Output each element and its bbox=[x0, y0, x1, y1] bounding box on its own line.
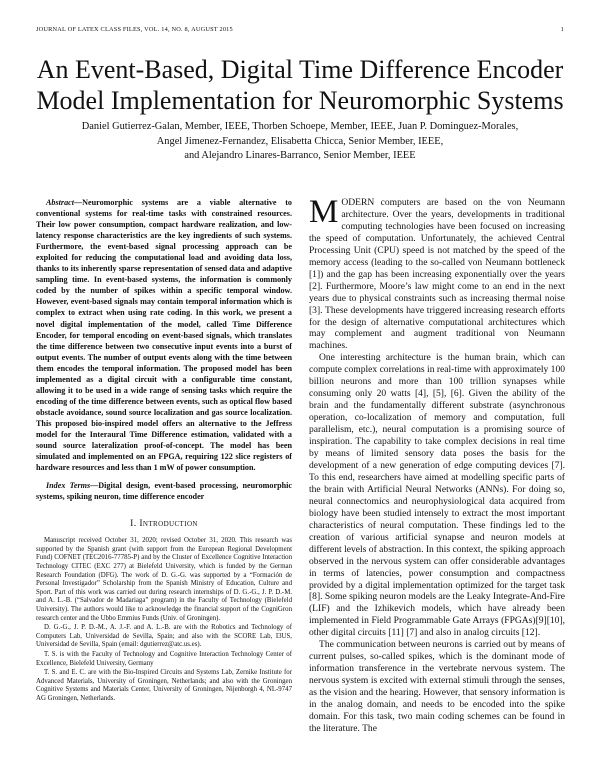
footnote: T. S. is with the Faculty of Technology and Cognitive Interaction Technology Center of Excellence, Bielefeld University, Germany bbox=[36, 650, 292, 667]
intro-paragraph-1 bbox=[309, 194, 565, 352]
paper-title: An Event-Based, Digital Time Difference Encoder Model Implementation for Neuromorphic Systems bbox=[36, 55, 564, 115]
abstract-label: Abstract bbox=[46, 198, 74, 207]
abstract bbox=[36, 197, 292, 473]
intro-paragraph-3: The communication between neurons is carried out by means of current pulses, so-called spikes, which is the dominant mode of information transference in the vertebrate nervous system. The nervous system is excited with external stimuli through the senses, as the vision and the hearing. However, that sensory information is in the analog domain, and needs to be encoded into the spike domain. For this task, two main coding schemes can be found in the literature. The bbox=[309, 639, 565, 734]
intro-paragraph-1-text: computers are based on the von Neumann architecture. Over the years, developments in traditional computing technologies have been focused on increasing the speed of computation. Unfortunately, the achieved Central Processing Unit (CPU) speed is not matched by the speed of the memory access (leading to the so-called von Neumann bottleneck [1]) and the gap has been increasing exponentially over the years [2]. Furthermore, Moore’s law might come to an end in the next years due to physical constraints such as increasing thermal noise [3]. These developments have triggered increasing research efforts for the design of alternative computational architectures which may complement and augment traditional von Neumann machines. bbox=[309, 197, 565, 352]
footnote: T. S. and E. C. are with the Bio-Inspired Circuits and Systems Lab, Zernike Institute for Advanced Materials, University of Groningen, Netherlands; and also with the Groningen Cognitive Systems and Materials Center, University of Groningen, Nijenborgh 4, NL-9747 AG Groningen, Netherlands. bbox=[36, 669, 292, 702]
section-numeral: I. bbox=[130, 518, 137, 530]
author-list bbox=[40, 120, 560, 164]
author-line-3: and Alejandro Linares-Barranco, Senior Member, IEEE bbox=[184, 150, 416, 161]
left-column bbox=[36, 197, 292, 704]
running-header bbox=[36, 26, 564, 38]
intro-paragraph-2: One interesting architecture is the human brain, which can compute complex correlations in real-time with approximately 100 billion neurons and more than 100 trillion synapses while consuming only 20 watts [4], [5], [6]. Given the ability of the brain and the fundamentally different substrate (asynchronous operation, co-localization of memory and computation, full parallelism, etc.), neural computation is a promising source of inspiration. The capability to take complex decisions in real time by means of limited sensory data poses the basis for the development of a new generation of edge computing devices [7]. To this end, researchers have aimed at modelling specific parts of the brain with Artificial Neural Networks (ANNs). For doing so, neural connectomics and neurophysiological data acquired from biology have been studied intensely to extract the most important characteristics of neural computation. These findings led to the creation of various artificial synapse and neuron models at different levels of abstraction. In this context, the spiking approach observed in the nervous system can offer considerable advantages in terms of latencies, power consumption and compactness provided by a digital implementation optimized for the target task [8]. Some spiking neuron models are the Leaky Integrate-And-Fire (LIF) and the Izhikevich models, which have already been implemented in Field Programmable Gate Arrays (FPGAs)[9][10], other digital circuits [11] [7] and also in analog circuits [12]. bbox=[309, 352, 565, 639]
journal-line: JOURNAL OF LATEX CLASS FILES, VOL. 14, NO. 8, AUGUST 2015 bbox=[36, 26, 233, 33]
footnote: Manuscript received October 31, 2020; revised October 31, 2020. This research was supported by the Spanish grant (with support from the European Regional Development Fund) COFNET (TEC2016-77785-P) and by the Cluster of Excellence Cognitive Interaction Technology CITEC (EXC 277) at Bielefeld University, which is funded by the German Research Foundation (DFG). The work of D. G.-G. was supported by a “Formación de Personal Investigador” Scholarship from the Spanish Ministry of Education, Culture and Sport. Part of this work was carried out during research internships of D. G.-G., J. P. D.-M. and A. L.-B. (“Salvador de Madariaga” program) in the Faculty of Technology (Bielefeld University). The authors would like to acknowledge the financial support of the CogniGron research center and the Ubbo Emmius Funds (Univ. of Groningen). bbox=[36, 537, 292, 622]
author-line-1: Daniel Gutierrez-Galan, Member, IEEE, Thorben Schoepe, Member, IEEE, Juan P. Dominguez-Morales, bbox=[81, 121, 519, 132]
lead-caps: ODERN bbox=[341, 197, 375, 208]
index-terms-text: —Digital design, event-based processing, neuromorphic systems, spiking neuron, time difference encoder bbox=[36, 481, 292, 502]
section-title: Introduction bbox=[139, 518, 198, 530]
index-terms-label: Index Terms bbox=[46, 481, 91, 491]
drop-cap: M bbox=[309, 194, 339, 230]
index-terms bbox=[36, 480, 292, 502]
abstract-text: —Neuromorphic systems are a viable alternative to conventional systems for real-time tasks with constrained resources. Their low power consumption, compact hardware realization, and low-latency response characteristics are the key ingredients of such systems. Furthermore, the event-based signal processing approach can be exploited for reducing the computational load and avoiding data loss, thanks to its inherently sparse representation of sensed data and adaptive sampling time. In event-based systems, the information is commonly coded by the number of spikes within a specific temporal window. However, event-based signals may contain temporal information which is complex to extract when using rate coding. In this work, we present a novel digital implementation of the model, called Time Difference Encoder, for temporal encoding on event-based signals, which translates the time difference between two consecutive input events into a burst of output events. The number of output events along with the time between them encodes the temporal information. The proposed model has been implemented as a digital circuit with a configurable time constant, allowing it to be used in a wide range of sensing tasks which require the encoding of the time difference between events, such as optical flow based obstacle avoidance, sound source localization and gas source localization. This proposed bio-inspired model offers an alternative to the Jeffress model for the Interaural Time Difference estimation, validated with a sound source lateralization proof-of-concept. The model has been simulated and implemented on an FPGA, requiring 122 slice registers of hardware resources and less than 1 mW of power consumption. bbox=[36, 198, 292, 473]
author-line-2: Angel Jimenez-Fernandez, Elisabetta Chicca, Senior Member, IEEE, bbox=[156, 135, 444, 147]
page-number: 1 bbox=[560, 26, 564, 33]
footnote: D. G.-G., J. P. D.-M., A. J.-F. and A. L.-B. are with the Robotics and Technology of Computers Lab, Universidad de Sevilla, Spain; and also with the SCORE Lab, I3US, Universidad de Sevilla, Spain (email: dgutierrez@atc.us.es). bbox=[36, 624, 292, 649]
section-heading bbox=[36, 518, 292, 529]
right-column bbox=[309, 194, 565, 735]
